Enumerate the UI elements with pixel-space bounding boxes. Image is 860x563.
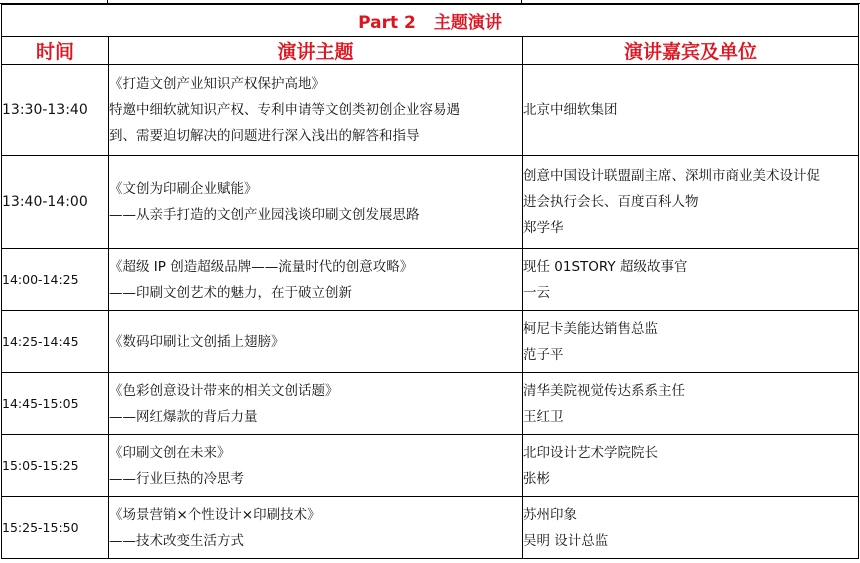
session-speaker (523, 65, 859, 156)
topic-line: 《印刷文创在未来》 (109, 444, 231, 461)
session-time: 14:00-14:25 (2, 249, 109, 311)
topic-line: ——网红爆款的背后力量 (109, 408, 258, 425)
topic-line: 《文创为印刷企业赋能》 (109, 181, 258, 197)
session-topic (109, 435, 523, 497)
session-row (2, 156, 859, 249)
session-time: 13:30-13:40 (2, 65, 109, 156)
part-title (2, 5, 859, 37)
topic-line: 到、需要迫切解决的问题进行深入浅出的解答和指导 (109, 128, 420, 144)
part-name: 主题演讲 (433, 13, 502, 33)
header-speaker: 演讲嘉宾及单位 (523, 37, 859, 65)
topic-line: 《场景营销×个性设计×印刷技术》 (109, 506, 321, 523)
session-speaker (523, 373, 859, 435)
session-topic (109, 65, 523, 156)
topic-line: ——印刷文创艺术的魅力，在于破立创新 (109, 284, 352, 301)
session-time: 14:25-14:45 (2, 311, 109, 373)
session-row (2, 435, 859, 497)
session-row (2, 65, 859, 156)
part-number: Part 2 (358, 13, 416, 33)
speaker-line: 现任 01STORY 超级故事官 (523, 258, 688, 275)
speaker-line: 北京中细软集团 (523, 102, 618, 118)
session-row (2, 373, 859, 435)
session-speaker (523, 249, 859, 311)
speaker-line: 清华美院视觉传达系系主任 (523, 382, 685, 399)
session-speaker (523, 435, 859, 497)
session-topic (109, 373, 523, 435)
agenda-table (1, 4, 859, 559)
speaker-line: 张彬 (523, 470, 550, 487)
session-speaker (523, 311, 859, 373)
session-time: 13:40-14:00 (2, 156, 109, 249)
topic-line: 《色彩创意设计带来的相关文创话题》 (109, 382, 339, 399)
speaker-line: 王红卫 (523, 408, 564, 425)
part-title-row (2, 5, 859, 37)
header-row (2, 37, 859, 65)
header-topic: 演讲主题 (109, 37, 523, 65)
topic-line: 《超级 IP 创造超级品牌——流量时代的创意攻略》 (109, 258, 414, 275)
session-time: 15:05-15:25 (2, 435, 109, 497)
session-row (2, 249, 859, 311)
speaker-line: 北印设计艺术学院院长 (523, 444, 658, 461)
speaker-line: 郑学华 (523, 220, 564, 236)
speaker-line: 柯尼卡美能达销售总监 (523, 320, 658, 337)
header-time: 时间 (2, 37, 109, 65)
topic-line: 《数码印刷让文创插上翅膀》 (109, 333, 285, 350)
speaker-line: 进会执行会长、百度百科人物 (523, 194, 699, 210)
topic-line: 《打造文创产业知识产权保护高地》 (109, 76, 325, 92)
topic-line: ——技术改变生活方式 (109, 532, 244, 549)
topic-line: 特邀中细软就知识产权、专利申请等文创类初创企业容易遇 (109, 102, 460, 118)
session-speaker (523, 156, 859, 249)
speaker-line: 吴明 设计总监 (523, 532, 609, 549)
speaker-line: 苏州印象 (523, 506, 577, 523)
session-time: 14:45-15:05 (2, 373, 109, 435)
session-topic (109, 311, 523, 373)
session-time: 15:25-15:50 (2, 497, 109, 559)
speaker-line: 一云 (523, 284, 550, 301)
speaker-line: 创意中国设计联盟副主席、深圳市商业美术设计促 (523, 168, 820, 184)
session-speaker (523, 497, 859, 559)
topic-line: ——行业巨热的冷思考 (109, 470, 244, 487)
session-topic (109, 249, 523, 311)
session-topic (109, 497, 523, 559)
session-row (2, 311, 859, 373)
session-topic (109, 156, 523, 249)
session-row (2, 497, 859, 559)
speaker-line: 范子平 (523, 346, 564, 363)
topic-line: ——从亲手打造的文创产业园浅谈印刷文创发展思路 (109, 207, 420, 223)
